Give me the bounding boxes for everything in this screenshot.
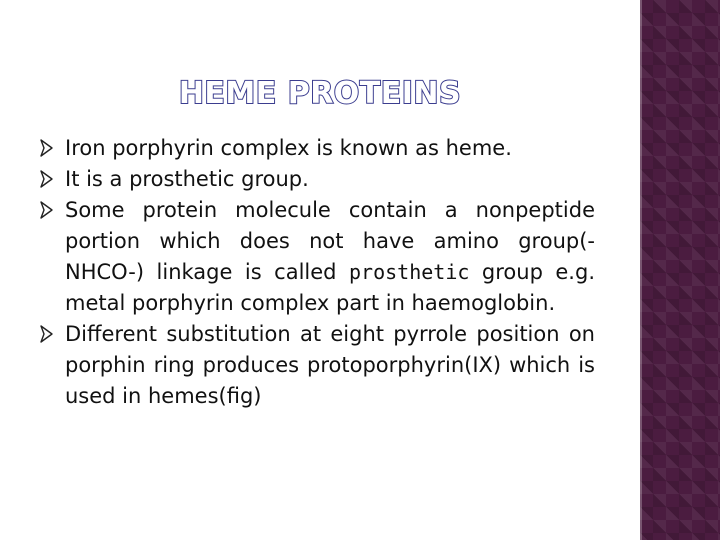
bullet-text-before: Some protein molecule contain a nonpeptide portion which does not have amino group(-NHCO-) linkage is called [65, 198, 595, 284]
bullet-item-4 [40, 319, 595, 412]
arrow-bullet-icon [40, 139, 53, 157]
arrow-bullet-icon [40, 201, 53, 219]
bullet-item-3 [40, 195, 595, 319]
decorative-side-band [640, 0, 720, 540]
bullet-text: Different substitution at eight pyrrole position on porphin ring produces protoporphyrin(IX) which is used in hemes(fig) [65, 322, 595, 408]
bullet-item-2 [40, 164, 595, 195]
bullet-emphasis-term: prosthetic [349, 260, 470, 284]
bullet-item-1 [40, 133, 595, 164]
bullet-text: It is a prosthetic group. [65, 167, 309, 191]
bullet-text-after: group e.g. metal porphyrin complex part in haemoglobin. [65, 260, 595, 315]
arrow-bullet-icon [40, 325, 53, 343]
bullet-text: Iron porphyrin complex is known as heme. [65, 136, 512, 160]
bullet-list [40, 133, 595, 412]
slide-title: HEME PROTEINS [178, 76, 462, 111]
arrow-bullet-icon [40, 170, 53, 188]
